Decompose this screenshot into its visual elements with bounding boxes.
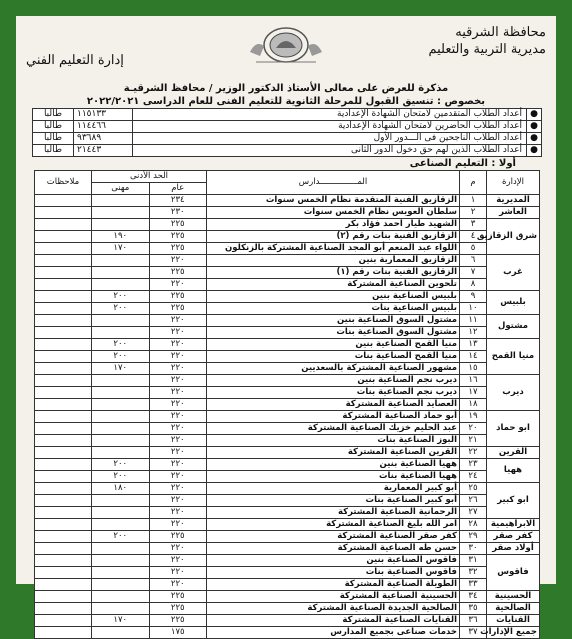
vocational-score-cell (92, 411, 150, 423)
administration-cell: فاقوس (487, 555, 540, 591)
number-cell: ٣٦ (460, 615, 487, 627)
notes-cell (35, 231, 92, 243)
number-cell: ١٣ (460, 339, 487, 351)
number-cell: ٣١ (460, 555, 487, 567)
stat-count: ٩٣٦٨٩ (74, 133, 133, 144)
vocational-score-cell (92, 387, 150, 399)
directorate-name: مديرية التربية والتعليم (428, 42, 546, 57)
notes-cell (35, 531, 92, 543)
col-number: م (460, 171, 487, 195)
vocational-score-cell (92, 627, 150, 639)
vocational-score-cell: ٢٠٠ (92, 531, 150, 543)
school-cell: حسن طه الصناعية المشتركة (207, 543, 460, 555)
table-row (35, 447, 540, 459)
table-row (35, 615, 540, 627)
general-score-cell: ٢٢٥ (149, 531, 207, 543)
school-cell: ههيا الصناعية بنات (207, 471, 460, 483)
number-cell: ٣٧ (460, 627, 487, 639)
administration-cell: أولاد صقر (487, 543, 540, 555)
table-row (35, 279, 540, 291)
school-cell: أبو حماد الصناعية المشتركة (207, 411, 460, 423)
stat-count: ١١٥١٣٣ (74, 109, 133, 120)
section-title: أولا : التعليم الصناعى (409, 158, 516, 169)
school-cell: القنايات الصناعية المشتركة (207, 615, 460, 627)
notes-cell (35, 351, 92, 363)
vocational-score-cell (92, 519, 150, 531)
general-score-cell: ٢٢٠ (149, 363, 207, 375)
notes-cell (35, 207, 92, 219)
notes-cell (35, 483, 92, 495)
vocational-score-cell: ١٧٠ (92, 363, 150, 375)
notes-cell (35, 423, 92, 435)
general-score-cell: ٢٢٠ (149, 375, 207, 387)
vocational-score-cell (92, 543, 150, 555)
vocational-score-cell (92, 435, 150, 447)
administration-cell: مشتول (487, 315, 540, 339)
table-row (35, 483, 540, 495)
notes-cell (35, 315, 92, 327)
table-row (35, 591, 540, 603)
vocational-score-cell (92, 375, 150, 387)
school-cell: تلحوين الصناعية المشتركة (207, 279, 460, 291)
general-score-cell: ٢٢٠ (149, 471, 207, 483)
notes-cell (35, 471, 92, 483)
table-row (35, 231, 540, 243)
general-score-cell: ٢٢٥ (149, 303, 207, 315)
table-row (35, 363, 540, 375)
general-score-cell: ٢٢٠ (149, 507, 207, 519)
general-score-cell: ٢٢٠ (149, 459, 207, 471)
table-row (35, 603, 540, 615)
col-notes: ملاحظات (35, 171, 92, 195)
vocational-score-cell (92, 423, 150, 435)
number-cell: ٣٥ (460, 603, 487, 615)
administration-cell: ابو حماد (487, 411, 540, 447)
notes-cell (35, 555, 92, 567)
administration-cell: الابراهيمية (487, 519, 540, 531)
general-score-cell: ٢٣٤ (149, 195, 207, 207)
general-score-cell: ٢٢٠ (149, 327, 207, 339)
school-cell: الطويلة الصناعية المشتركة (207, 579, 460, 591)
number-cell: ٦ (460, 255, 487, 267)
vocational-score-cell: ٢٠٠ (92, 471, 150, 483)
administration-cell: منيا القمح (487, 339, 540, 375)
school-cell: الصالحية الجديدة الصناعية المشتركة (207, 603, 460, 615)
notes-cell (35, 459, 92, 471)
general-score-cell: ٢٢٠ (149, 339, 207, 351)
general-score-cell: ٢٢٥ (149, 615, 207, 627)
notes-cell (35, 435, 92, 447)
notes-cell (35, 627, 92, 639)
vocational-score-cell: ٢٠٠ (92, 459, 150, 471)
general-score-cell: ٢٢٥ (149, 591, 207, 603)
general-score-cell: ٢٢٠ (149, 399, 207, 411)
number-cell: ١٩ (460, 411, 487, 423)
general-score-cell: ١٧٥ (149, 627, 207, 639)
administration-cell: غرب (487, 255, 540, 291)
number-cell: ٣٠ (460, 543, 487, 555)
notes-cell (35, 327, 92, 339)
table-row (35, 627, 540, 639)
number-cell: ٤ (460, 231, 487, 243)
number-cell: ٢٩ (460, 531, 487, 543)
student-stats-box (32, 108, 542, 157)
administration-cell: المديرية (487, 195, 540, 207)
notes-cell (35, 567, 92, 579)
number-cell: ٢٧ (460, 507, 487, 519)
administration-cell: كفر صقر (487, 531, 540, 543)
stat-unit: طالبا (33, 109, 74, 120)
number-cell: ٣ (460, 219, 487, 231)
table-row (35, 291, 540, 303)
vocational-score-cell: ٢٠٠ (92, 303, 150, 315)
general-score-cell: ٢٢٠ (149, 255, 207, 267)
general-score-cell: ٢٢٠ (149, 495, 207, 507)
vocational-score-cell (92, 603, 150, 615)
notes-cell (35, 543, 92, 555)
memo-title-line-1: مذكرة للعرض على معالى الأستاذ الدكتور الوزير / محافظ الشرقيـة (123, 83, 449, 94)
vocational-score-cell: ١٧٠ (92, 243, 150, 255)
number-cell: ٢٨ (460, 519, 487, 531)
administration-cell: القنايات (487, 615, 540, 627)
memo-title (26, 82, 546, 108)
memo-title-line-2: بخصوص : تنسيق القبول للمرحلة الثانوية للتعليم الفنى للعام الدراسى ٢٠٢٢/٢٠٢١ (86, 96, 486, 107)
table-header-row (35, 171, 540, 183)
number-cell: ٢٠ (460, 423, 487, 435)
vocational-score-cell (92, 447, 150, 459)
administration-cell: شرق الزقازيق (487, 219, 540, 255)
school-cell: أبو كبير الصناعية بنات (207, 495, 460, 507)
general-score-cell: ٢٢٠ (149, 279, 207, 291)
notes-cell (35, 363, 92, 375)
number-cell: ٢ (460, 207, 487, 219)
number-cell: ١٥ (460, 363, 487, 375)
table-row (35, 387, 540, 399)
stat-label: أعداد الطلاب المتقدمين لامتحان الشهادة الإعدادية (337, 109, 522, 119)
notes-cell (35, 615, 92, 627)
vocational-score-cell (92, 207, 150, 219)
school-cell: مشهور الصناعية المشتركة بالسعديين (207, 363, 460, 375)
school-cell: الزقازيق الفنية بنات رقم (١) (207, 267, 460, 279)
col-vocational: مهنى (92, 183, 150, 195)
bullet-icon: ● (526, 109, 541, 120)
general-score-cell: ٢٢٠ (149, 315, 207, 327)
stat-row (32, 121, 542, 133)
bullet-icon: ● (526, 133, 541, 144)
number-cell: ١٨ (460, 399, 487, 411)
school-cell: منيا القمح الصناعية بنين (207, 339, 460, 351)
vocational-score-cell: ٢٠٠ (92, 291, 150, 303)
school-cell: الزقازيق المعمارية بنين (207, 255, 460, 267)
table-row (35, 339, 540, 351)
table-row (35, 519, 540, 531)
admission-table (34, 170, 540, 639)
school-cell: عبد الحليم خزيك الصناعية المشتركة (207, 423, 460, 435)
school-cell: الحسينية الصناعية المشتركة (207, 591, 460, 603)
number-cell: ٢١ (460, 435, 487, 447)
notes-cell (35, 303, 92, 315)
administration-cell: ديرب (487, 375, 540, 411)
general-score-cell: ٢٢٥ (149, 291, 207, 303)
general-score-cell: ٢٢٠ (149, 423, 207, 435)
general-score-cell: ٢٢٠ (149, 447, 207, 459)
vocational-score-cell: ٢٠٠ (92, 351, 150, 363)
number-cell: ١٧ (460, 387, 487, 399)
table-row (35, 543, 540, 555)
col-min-score: الحد الأدنى (92, 171, 207, 183)
vocational-score-cell (92, 255, 150, 267)
table-row (35, 243, 540, 255)
notes-cell (35, 399, 92, 411)
general-score-cell: ٢٢٠ (149, 435, 207, 447)
table-row (35, 435, 540, 447)
table-row (35, 375, 540, 387)
col-schools: المـــــــــــــــدارس (207, 171, 460, 195)
notes-cell (35, 507, 92, 519)
governorate-name: محافظة الشرقيه (455, 25, 546, 40)
number-cell: ٩ (460, 291, 487, 303)
table-row (35, 507, 540, 519)
vocational-score-cell (92, 315, 150, 327)
school-cell: سلطان العويس نظام الخمس سنوات (207, 207, 460, 219)
general-score-cell: ٢٢٠ (149, 483, 207, 495)
table-row (35, 567, 540, 579)
stat-row (32, 133, 542, 145)
notes-cell (35, 339, 92, 351)
school-cell: خدمات صناعى بجميع المدارس (207, 627, 460, 639)
document-page (16, 16, 556, 637)
number-cell: ٣٢ (460, 567, 487, 579)
stat-row (32, 145, 542, 157)
administration-cell: الحسينية (487, 591, 540, 603)
school-cell: اللواء عبد المنعم أبو المجد الصناعية المشتركة بالزنكلون (207, 243, 460, 255)
vocational-score-cell (92, 555, 150, 567)
table-row (35, 399, 540, 411)
administration-cell: ههيا (487, 459, 540, 483)
vocational-score-cell: ١٨٠ (92, 483, 150, 495)
number-cell: ٨ (460, 279, 487, 291)
number-cell: ١٤ (460, 351, 487, 363)
table-row (35, 327, 540, 339)
stat-count: ٢١٤٤٣ (74, 145, 133, 156)
notes-cell (35, 603, 92, 615)
stat-label: أعداد الطلاب الذين لهم حق دخول الدور الثانى (351, 145, 522, 155)
school-cell: منيا القمح الصناعية بنات (207, 351, 460, 363)
bullet-icon: ● (526, 145, 541, 156)
school-cell: ديرب نجم الصناعية بنات (207, 387, 460, 399)
general-score-cell: ٢٢٠ (149, 351, 207, 363)
notes-cell (35, 195, 92, 207)
number-cell: ١١ (460, 315, 487, 327)
stat-count: ١١٤٤٦٦ (74, 121, 133, 132)
vocational-score-cell (92, 195, 150, 207)
table-row (35, 303, 540, 315)
number-cell: ١ (460, 195, 487, 207)
stat-unit: طالبا (33, 133, 74, 144)
table-row (35, 411, 540, 423)
vocational-score-cell (92, 495, 150, 507)
table-row (35, 219, 540, 231)
notes-cell (35, 267, 92, 279)
ministry-emblem-icon (246, 22, 326, 68)
general-score-cell: ٢٢٥ (149, 603, 207, 615)
table-row (35, 255, 540, 267)
notes-cell (35, 219, 92, 231)
notes-cell (35, 447, 92, 459)
col-administration: الإدارة (487, 171, 540, 195)
administration-cell: الصالحية (487, 603, 540, 615)
vocational-score-cell: ١٧٠ (92, 615, 150, 627)
notes-cell (35, 495, 92, 507)
vocational-score-cell: ١٩٠ (92, 231, 150, 243)
bullet-icon: ● (526, 121, 541, 132)
general-score-cell: ٢٢٠ (149, 519, 207, 531)
table-row (35, 471, 540, 483)
notes-cell (35, 279, 92, 291)
school-cell: كفر صقر الصناعية المشتركة (207, 531, 460, 543)
school-cell: ههيا الصناعية بنين (207, 459, 460, 471)
notes-cell (35, 387, 92, 399)
number-cell: ١٦ (460, 375, 487, 387)
notes-cell (35, 411, 92, 423)
stat-label: أعداد الطلاب الحاضرين لامتحان الشهادة الإعدادية (338, 121, 522, 131)
vocational-score-cell (92, 507, 150, 519)
stat-label: أعداد الطلاب الناجحين فى الـــدور الأول (373, 133, 522, 143)
number-cell: ٣٤ (460, 591, 487, 603)
vocational-score-cell (92, 327, 150, 339)
page-border (10, 10, 562, 637)
school-cell: الزقازيق الفنية بنات رقم (٢) (207, 231, 460, 243)
stat-row (32, 108, 542, 121)
school-cell: الزقازيق الفنية المتقدمة نظام الخمس سنوات (207, 195, 460, 207)
notes-cell (35, 375, 92, 387)
vocational-score-cell (92, 567, 150, 579)
notes-cell (35, 591, 92, 603)
notes-cell (35, 255, 92, 267)
stat-unit: طالبا (33, 121, 74, 132)
table-row (35, 495, 540, 507)
general-score-cell: ٢٢٥ (149, 267, 207, 279)
general-score-cell: ٢٢٥ (149, 219, 207, 231)
number-cell: ٢٤ (460, 471, 487, 483)
school-cell: العصايد الصناعية المشتركة (207, 399, 460, 411)
table-row (35, 423, 540, 435)
number-cell: ٢٥ (460, 483, 487, 495)
notes-cell (35, 291, 92, 303)
vocational-score-cell: ٢٠٠ (92, 339, 150, 351)
number-cell: ٣٣ (460, 579, 487, 591)
stat-unit: طالبا (33, 145, 74, 156)
table-row (35, 351, 540, 363)
table-row (35, 207, 540, 219)
number-cell: ٢٦ (460, 495, 487, 507)
administration-cell: القرين (487, 447, 540, 459)
administration-cell: العاشر (487, 207, 540, 219)
number-cell: ٢٣ (460, 459, 487, 471)
table-row (35, 315, 540, 327)
vocational-score-cell (92, 399, 150, 411)
general-score-cell: ٢٢٠ (149, 555, 207, 567)
vocational-score-cell (92, 591, 150, 603)
school-cell: بلبيس الصناعية بنات (207, 303, 460, 315)
letterhead-right (428, 24, 546, 58)
notes-cell (35, 579, 92, 591)
general-score-cell: ٢٢٠ (149, 579, 207, 591)
table-row (35, 459, 540, 471)
school-cell: فاقوس الصناعية بنات (207, 567, 460, 579)
school-cell: بلبيس الصناعية بنين (207, 291, 460, 303)
general-score-cell: ٢٢٠ (149, 567, 207, 579)
school-cell: القرين الصناعية المشتركة (207, 447, 460, 459)
department-name: إدارة التعليم الفني (26, 53, 124, 68)
general-score-cell: ٢٣٠ (149, 207, 207, 219)
table-row (35, 531, 540, 543)
general-score-cell: ٢٢٠ (149, 387, 207, 399)
vocational-score-cell (92, 279, 150, 291)
table-row (35, 195, 540, 207)
school-cell: مشتول السوق الصناعية بنات (207, 327, 460, 339)
administration-cell: جميع الإدارات (487, 627, 540, 639)
general-score-cell: ٢٢٥ (149, 231, 207, 243)
number-cell: ١٢ (460, 327, 487, 339)
general-score-cell: ٢٢٠ (149, 411, 207, 423)
administration-cell: بلبيس (487, 291, 540, 315)
table-row (35, 579, 540, 591)
number-cell: ١٠ (460, 303, 487, 315)
table-row (35, 555, 540, 567)
vocational-score-cell (92, 267, 150, 279)
table-row (35, 267, 540, 279)
school-cell: الشهيد طيار احمد فؤاد بكر (207, 219, 460, 231)
general-score-cell: ٢٢٥ (149, 243, 207, 255)
number-cell: ٧ (460, 267, 487, 279)
school-cell: فاقوس الصناعية بنين (207, 555, 460, 567)
school-cell: أبو كبير المعمارية (207, 483, 460, 495)
vocational-score-cell (92, 579, 150, 591)
administration-cell: ابو كبير (487, 483, 540, 519)
school-cell: ديرب نجم الصناعية بنين (207, 375, 460, 387)
school-cell: مشتول السوق الصناعية بنين (207, 315, 460, 327)
general-score-cell: ٢٢٠ (149, 543, 207, 555)
notes-cell (35, 243, 92, 255)
table-body (35, 195, 540, 639)
vocational-score-cell (92, 219, 150, 231)
number-cell: ٥ (460, 243, 487, 255)
number-cell: ٢٢ (460, 447, 487, 459)
school-cell: البوز الصناعية بنات (207, 435, 460, 447)
school-cell: الرحمانية الصناعية المشتركة (207, 507, 460, 519)
school-cell: امر الله بليغ الصناعية المشتركة (207, 519, 460, 531)
notes-cell (35, 519, 92, 531)
col-general: عام (149, 183, 207, 195)
